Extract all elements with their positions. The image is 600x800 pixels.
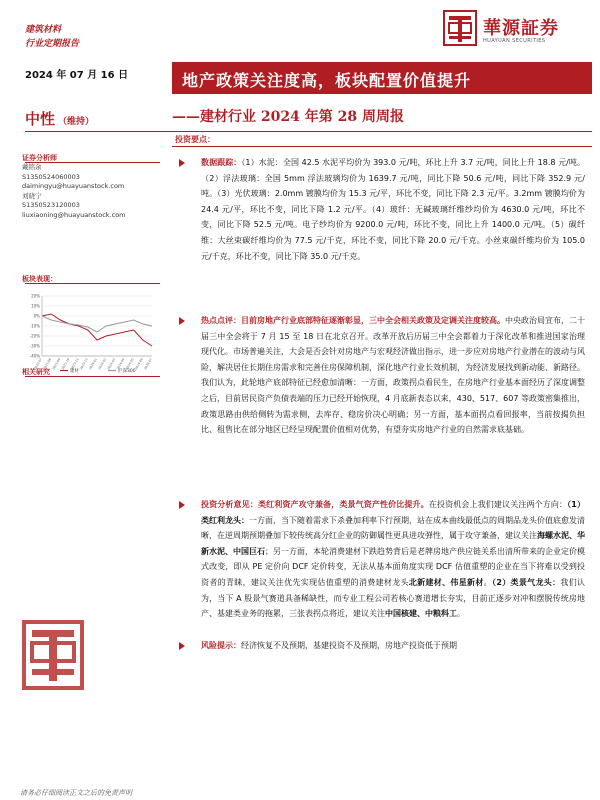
x-tick-label: 2024-05: [124, 357, 135, 371]
key-points-heading: 投资要点：: [175, 135, 215, 144]
page-footer: 请务必仔细阅读正文之后的免责声明: [20, 789, 132, 797]
y-tick-label: 10%: [31, 303, 40, 309]
report-title: 地产政策关注度高，板块配置价值提升: [182, 71, 472, 90]
bullet-text: 经济恢复不及预期，基建投资不及预期，房地产投资低于预期: [241, 641, 457, 650]
analyst-name: 戴铭余: [22, 163, 42, 171]
report-subtitle: ——建材行业 2024 年第 28 周周报: [172, 109, 404, 125]
x-tick-label: 2023-10: [60, 357, 71, 371]
watermark-logo-icon: [22, 620, 84, 690]
analyst-list: [22, 163, 126, 220]
bullet-risk: [175, 638, 457, 654]
report-date: 2024 年 07 月 16 日: [25, 70, 129, 81]
legend-label: 沪深300: [118, 369, 136, 374]
bullet-text: 。: [483, 577, 492, 587]
x-tick-label: 2023-12: [78, 357, 89, 371]
x-tick-label: 2024-02: [97, 357, 108, 371]
x-tick-label: 2023-08: [42, 357, 53, 371]
rating-note: （维持）: [58, 117, 95, 127]
y-tick-label: -40%: [29, 353, 40, 359]
bullet-data-tracking: [175, 155, 585, 264]
brand-logo: [443, 10, 583, 50]
research-heading: 相关研究: [22, 368, 50, 376]
rating: [25, 108, 94, 129]
x-tick-label: 2023-09: [51, 357, 62, 371]
bullet-emphasis: 海螺水泥、华新水泥、中国巨石: [201, 531, 585, 556]
x-tick-label: 2024-06: [133, 357, 144, 371]
bullet-text: 在投资机会上我们建议关注两个方向：: [428, 500, 568, 509]
bullet-text: （1）水泥：全国 42.5 水泥平均价为 393.0 元/吨，环比上升 3.7 元/吨，同比上升 18.8 元/吨。（2）浮法玻璃：全国 5mm 浮法玻璃均价为 1639.7 元/吨，同比下降 50.6 元/吨，同比下降 352.9 元/吨。（3）光伏玻璃：2.0mm 镀膜均价为 15.3 元/平，环比不变，同比下降 2.3 元/平。3.2mm 镀膜均价为 24.4 元/平，环比不变，同比下降 1.2 元/平。（4）玻纤：无碱玻璃纤维纱均价为 4630.0 元/吨，环比不变，同比下降 52.5 元/吨。电子纱均价为 9200.0 元/吨，环比不变，同比上升 1400.0 元/吨。（5）碳纤维：大丝束碳纤维均价为 77.5 元/千克，环比不变，同比下降 20.0 元/千克。小丝束碳纤维均价为 105.0 元/千克，环比不变，同比下降 35.0 元/千克。: [201, 158, 585, 261]
y-tick-label: 20%: [31, 293, 40, 299]
sector-performance-chart: [20, 290, 170, 375]
y-tick-label: 0%: [33, 313, 40, 319]
bullet-text: ；另一方面，本轮消费建材下跌趋势背后是老牌房地产供应链关系出清所带来的企业定价模式改变，即从 PE 定价向 DCF 定价转变，无法从基本面角度实现 DCF 估值重塑的企业在当下将难以受到投资者的青睐，建议关注优先实现估值重塑的消费建材龙头: [201, 546, 585, 587]
brand-mark-icon: [443, 10, 477, 46]
x-tick-label: 2024-04: [115, 357, 126, 371]
brand-name-en: HUAYUAN SECURITIES: [483, 38, 546, 44]
bullet-label: 投资分析意见：类红利资产攻守兼备，类景气资产性价比提升。: [201, 500, 429, 509]
y-tick-label: -20%: [29, 333, 40, 339]
analyst-email[interactable]: liuxiaoning@huayuanstock.com: [22, 210, 126, 219]
x-tick-label: 2024-01: [88, 357, 98, 371]
brand-name: 華源証券: [483, 18, 559, 39]
bullet-marker-icon: [179, 317, 185, 325]
analyst-name: 刘晓宁: [22, 191, 42, 200]
y-tick-label: -30%: [29, 343, 40, 349]
bullet-emphasis: （1）类红利龙头：: [201, 500, 585, 525]
report-type: 行业定期报告: [25, 39, 80, 49]
analyst-heading: 证券分析师: [22, 154, 57, 162]
sector-header: [25, 23, 79, 51]
x-tick-label: 2024-03: [106, 357, 117, 371]
bullet-text: 我们认为，当下 A 股景气赛道具备稀缺性，而专业工程公司若核心赛道增长夯实，目前正逐步对冲和摆脱传统房地产、基建类业务的拖累，三张表拐点将近，建议关注: [201, 577, 586, 619]
bullet-marker-icon: [179, 501, 185, 509]
bullet-text: 中央政治局宣布，二十届三中全会将于 7 月 15 至 18 日在北京召开。改革开放后历届三中全会都着力于深化改革和推进国家治理现代化。市场普遍关注，大会是否会针对房地产与宏观经济做出指示，进一步应对房地产行业潜在的波动与风险，解决居住长期住房需求和完善住房保障机制，深化地产行业长效机制，为经济发展找到新动能、新路径。我们认为，此轮地产底部特征已经愈加清晰：一方面，政策拐点看民生，在房地产行业基本面经历了深度调整之后，目前居民资产负债表端的压力已经开始恢现，4 月底新表态以来，430、517、607 等政策密集推出，政策思路由供给侧转为需求侧，去库存、稳房价决心明确；另一方面，基本面拐点看回报率，当前按揭负担比、租售比在部分地区已经呈现配置价值相对优势，有望夯实房地产行业的自然需求底基础。: [201, 316, 585, 435]
bullet-emphasis: 北新建材、伟星新材: [408, 577, 484, 587]
analyst-email[interactable]: daimingyu@huayuanstock.com: [22, 182, 125, 190]
bullet-text: 一方面，当下随着需求下杀叠加利率下行预期，站在成本曲线最低点的周期品龙头价值底愈发清晰，在逆周期预期叠加下较传统高分红企业的防御属性更具进攻弹性，属于攻守兼备，建议关注: [201, 515, 585, 541]
legend-label: 建材: [70, 369, 79, 374]
bullet-emphasis: （2）类景气龙头：: [492, 577, 561, 587]
divider: [172, 146, 592, 147]
bullet-label: 热点点评：目前房地产行业底部特征逐渐彰显，三中全会相关政策及定调关注度较高。: [201, 316, 505, 325]
x-tick-label: 2024-07: [143, 357, 153, 371]
series-line-sector: [42, 314, 152, 346]
bullet-emphasis: 中国核建、中粮科工: [385, 609, 457, 619]
bullet-text: 。: [457, 609, 465, 619]
divider: [25, 376, 160, 377]
bullet-label: 风险提示：: [201, 641, 241, 650]
bullet-hot-topic: [175, 313, 585, 438]
sector-name: 建筑材料: [25, 25, 62, 35]
analyst-license: S1350523120003: [22, 201, 80, 209]
x-tick-label: 2023-07: [33, 357, 43, 371]
bullet-investment-opinion: [175, 497, 585, 622]
divider: [25, 131, 592, 132]
divider: [25, 283, 160, 284]
bullet-marker-icon: [179, 642, 185, 650]
y-tick-label: -10%: [29, 323, 40, 329]
chart-heading: 板块表现：: [22, 275, 57, 283]
rating-label: 中性: [25, 110, 56, 128]
bullet-marker-icon: [179, 159, 185, 167]
x-tick-label: 2023-11: [69, 357, 80, 371]
analyst-license: S1350524060003: [22, 172, 80, 181]
bullet-label: 数据跟踪：: [201, 158, 242, 167]
